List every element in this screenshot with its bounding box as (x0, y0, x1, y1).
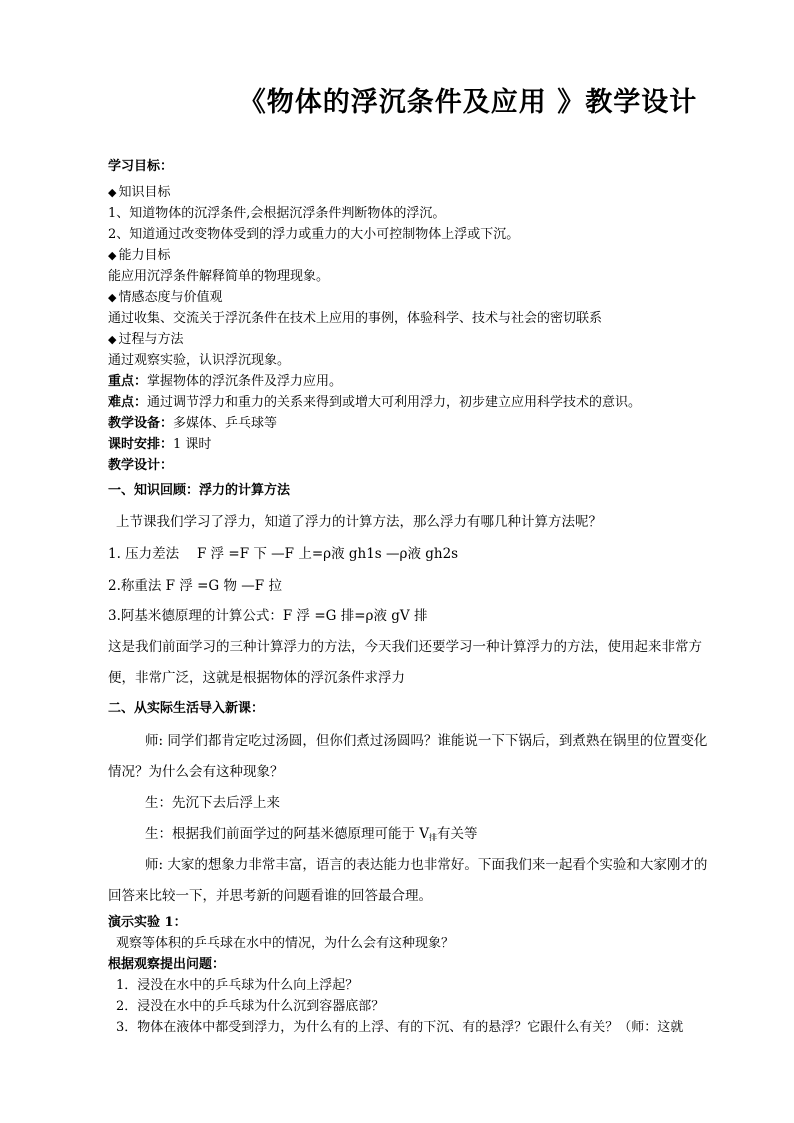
teacher-line-1a: 师: 同学们都肯定吃过汤圆，但你们煮过汤圆吗？谁能说一下下锅后，到煮熟在锅里的位置变化 (145, 733, 708, 749)
emotion-goal-1: 通过收集、交流关于浮沉条件在技术上应用的事例，体验科学、技术与社会的密切联系 (108, 311, 603, 326)
student-line-2: 生：根据我们前面学过的阿基米德原理可能于 $V_排$有关等 (145, 826, 478, 842)
process-goal-1: 通过观察实验，认识浮沉现象。 (108, 353, 291, 368)
question-1: 1．浸没在水中的乒乓球为什么向上浮起？ (116, 978, 359, 993)
diamond-bullet-icon: ◆ (108, 291, 117, 304)
method-3: 3.阿基米德原理的计算公式：F 浮 =G 排=ρ液 gV 排 (108, 608, 428, 624)
section1-heading: 一、知识回顾：浮力的计算方法 (108, 483, 291, 498)
ability-goal-1: 能应用沉浮条件解释简单的物理现象。 (108, 269, 330, 284)
design-heading: 教学设计： (108, 458, 174, 473)
equipment: 教学设备：多媒体、乒乓球等 (108, 416, 278, 431)
diamond-bullet-icon: ◆ (108, 186, 117, 199)
teacher-line-1b: 情况？为什么会有这种现象？ (108, 764, 284, 780)
knowledge-goal-2: 2、知道通过改变物体受到的浮力或重力的大小可控制物体上浮或下沉。 (108, 227, 520, 242)
method-2: 2.称重法 F 浮 =G 物 —F 拉 (108, 578, 282, 594)
question-2: 2．浸没在水中的乒乓球为什么沉到容器底部？ (116, 999, 385, 1014)
questions-heading: 根据观察提出问题： (108, 957, 226, 972)
key-point: 重点：掌握物体的浮沉条件及浮力应用。 (108, 374, 343, 389)
knowledge-goal-label: ◆ 知识目标 (108, 185, 171, 200)
ability-goal-label: ◆ 能力目标 (108, 248, 171, 263)
section1-summary-1: 这是我们前面学习的三种计算浮力的方法，今天我们还要学习一种计算浮力的方法，使用起来非常方 (108, 639, 702, 655)
section2-heading: 二、从实际生活导入新课： (108, 701, 265, 716)
section1-intro: 上节课我们学习了浮力，知道了浮力的计算方法，那么浮力有哪几种计算方法呢？ (116, 514, 602, 530)
goals-heading: 学习目标： (108, 159, 174, 174)
teacher-line-2b: 回答来比较一下，并思考新的问题看谁的回答最合理。 (108, 888, 432, 904)
section1-summary-2: 便，非常广泛，这就是根据物体的浮沉条件求浮力 (108, 670, 405, 686)
demo-text: 观察等体积的乒乓球在水中的情况，为什么会有这种现象？ (116, 936, 455, 951)
process-goal-label: ◆ 过程与方法 (108, 332, 184, 347)
document-title: 《物体的浮沉条件及应用 》教学设计 (238, 87, 698, 118)
diamond-bullet-icon: ◆ (108, 333, 117, 346)
difficulty: 难点：通过调节浮力和重力的关系来得到或增大可利用浮力，初步建立应用科学技术的意识。 (108, 395, 642, 410)
knowledge-goal-1: 1、知道物体的沉浮条件,会根据沉浮条件判断物体的浮沉。 (108, 206, 446, 221)
question-3: 3．物体在液体中都受到浮力，为什么有的上浮、有的下沉、有的悬浮？它跟什么有关？（师：这就 (116, 1020, 684, 1035)
schedule: 课时安排：1 课时 (108, 437, 212, 452)
diamond-bullet-icon: ◆ (108, 249, 117, 262)
student-line-1: 生：先沉下去后浮上来 (145, 795, 280, 811)
teacher-line-2a: 师: 大家的想象力非常丰富，语言的表达能力也非常好。下面我们来一起看个实验和大家刚才的 (145, 857, 708, 873)
demo-heading: 演示实验 1： (108, 915, 187, 930)
method-1: 1. 压力差法 F 浮 =F 下 —F 上=ρ液 gh1s —ρ液 gh2s (108, 546, 459, 562)
emotion-goal-label: ◆ 情感态度与价值观 (108, 290, 223, 305)
